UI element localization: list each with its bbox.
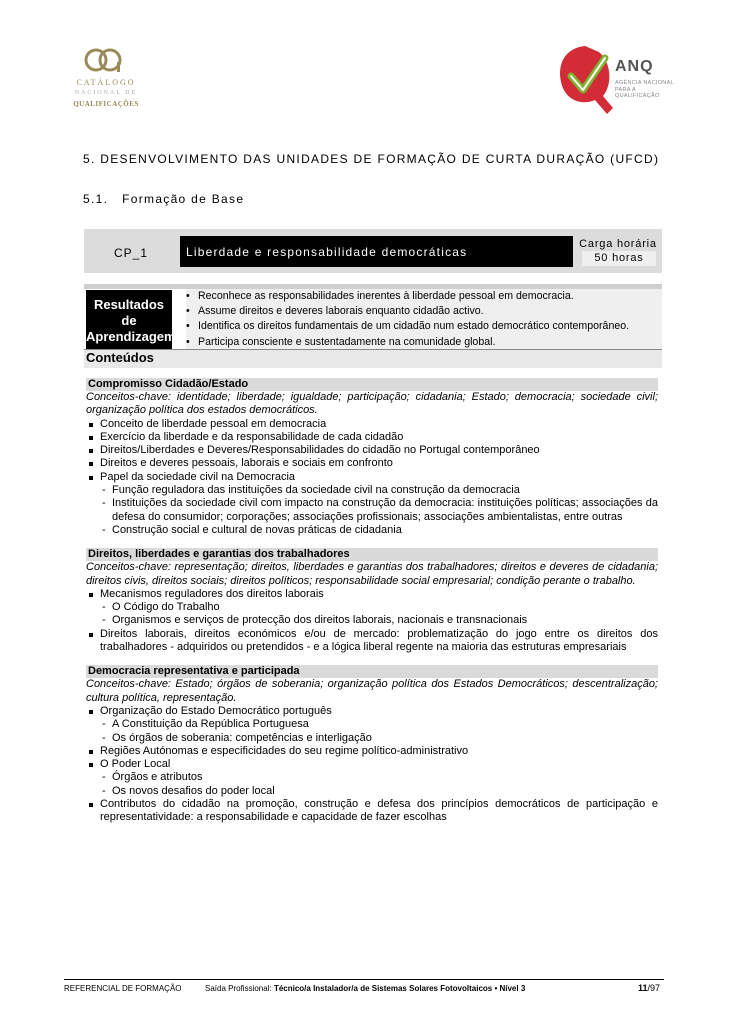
ufcd-code: CP_1: [113, 246, 149, 260]
sub-list-item: - Organismos e serviços de protecção dos direitos laborais, nacionais e transnacionais: [100, 614, 658, 627]
sub-list-item: - Os novos desafios do poder local: [100, 785, 658, 798]
footer-saida: [205, 984, 525, 993]
list-item: Conceito de liberdade pessoal em democracia: [86, 418, 658, 431]
anq-logo: [555, 40, 680, 120]
block-list: [86, 705, 658, 825]
footer-saida-value: Técnico/a Instalador/a de Sistemas Solares Fotovoltaicos • Nível 3: [273, 984, 526, 993]
block-list: [86, 418, 658, 538]
list-item: Papel da sociedade civil na Democracia - Função reguladora das instituições da sociedade civil na construção da democracia - Instituições da sociedade civil com impacto na construção da democracia: instituições políticas; associações da defesa do consumidor; corporações; associações profissionais; associações ambientalistas, entre outras - Construção social e cultural de novas práticas de cidadania: [86, 471, 658, 537]
resultado-item: • Reconhece as responsabilidades inerentes à liberdade pessoal em democracia.: [186, 289, 662, 304]
resultados-list: [186, 289, 662, 350]
section-heading: 5. DESENVOLVIMENTO DAS UNIDADES DE FORMAÇÃO DE CURTA DURAÇÃO (UFCD): [83, 152, 660, 166]
page-current: 11: [637, 983, 648, 993]
carga-horaria-value: 50 horas: [594, 252, 644, 264]
sub-list: [100, 601, 658, 628]
list-item: Direitos/Liberdades e Deveres/Responsabilidades do cidadão no Portugal contemporâneo: [86, 444, 658, 457]
sub-list: [100, 484, 658, 537]
block-keywords: Conceitos-chave: Estado; órgãos de soberania; organização política dos Estados Democráticos; descentralização; cultura política, representação.: [86, 678, 658, 704]
footer-referencial: REFERENCIAL DE FORMAÇÃO: [64, 984, 182, 993]
anq-q-icon: [555, 42, 617, 118]
sub-list-item: - Construção social e cultural de novas práticas de cidadania: [100, 524, 658, 537]
conteudos-body: [86, 378, 658, 836]
resultado-item: • Assume direitos e deveres laborais enquanto cidadão activo.: [186, 304, 662, 319]
sub-list: [100, 771, 658, 798]
anq-subtitle-1: AGÊNCIA NACIONAL: [615, 80, 674, 86]
block-title: Compromisso Cidadão/Estado: [86, 378, 658, 391]
sub-list-item: - Instituições da sociedade civil com impacto na construção da democracia: instituições políticas; associações da defesa do consumidor; corporações; associações profissionais; associações ambientalistas, entre outras: [100, 497, 658, 524]
block-keywords: Conceitos-chave: representação; direitos, liberdades e garantias dos trabalhadores; direitos e deveres de cidadania; direitos civis, direitos sociais; direitos políticos; responsabilidade social empresarial; condição perante o trabalho.: [86, 561, 658, 587]
block-keywords: Conceitos-chave: identidade; liberdade; igualdade; participação; cidadania; Estado; democracia; sociedade civil; organização política dos estados democráticos.: [86, 391, 658, 417]
resultado-item: • Identifica os direitos fundamentais de um cidadão num estado democrático contemporâneo.: [186, 319, 662, 334]
resultados-label-line1: Resultados: [93, 297, 165, 312]
sub-list-item: - Os órgãos de soberania: competências e interligação: [100, 732, 658, 745]
list-item: Mecanismos reguladores dos direitos laborais - O Código do Trabalho - Organismos e serviços de protecção dos direitos laborais, nacionais e transnacionais: [86, 588, 658, 628]
content-block: [86, 548, 658, 654]
catalogo-line3: QUALIFICAÇÕES: [73, 100, 139, 108]
anq-name: ANQ: [615, 58, 654, 75]
anq-subtitle-2: PARA A QUALIFICAÇÃO: [615, 87, 660, 99]
resultados-label-line3: Aprendizagem: [86, 329, 176, 344]
conteudos-band: [84, 349, 662, 368]
content-block: [86, 378, 658, 537]
footer-rule: [64, 979, 664, 980]
sub-list-item: - O Código do Trabalho: [100, 601, 658, 614]
list-item: Direitos laborais, direitos económicos e/ou de mercado: problematização do jogo entre os direitos dos trabalhadores - adquiridos ou pretendidos - e a lógica liberal regente na maioria das estruturas empresariais: [86, 628, 658, 655]
list-item: Direitos e deveres pessoais, laborais e sociais em confronto: [86, 457, 658, 470]
block-title: Democracia representativa e participada: [86, 665, 658, 678]
resultados-label-line2: de: [121, 313, 137, 328]
catalogo-line2: NACIONAL DE: [74, 90, 138, 96]
ufcd-title: Liberdade e responsabilidade democráticas: [186, 245, 468, 259]
list-item: Regiões Autónomas e especificidades do seu regime político-administrativo: [86, 745, 658, 758]
block-title: Direitos, liberdades e garantias dos trabalhadores: [86, 548, 658, 561]
list-item: Organização do Estado Democrático português - A Constituição da República Portuguesa - Os órgãos de soberania: competências e interligação: [86, 705, 658, 745]
footer-saida-label: Saída Profissional:: [205, 984, 272, 993]
sub-list-item: - A Constituição da República Portuguesa: [100, 718, 658, 731]
sub-list-item: - Função reguladora das instituições da sociedade civil na construção da democracia: [100, 484, 658, 497]
resultados-label: [86, 297, 176, 345]
footer-page-number: [616, 983, 660, 993]
catalogo-mark-icon: [76, 46, 132, 74]
sub-list: [100, 718, 658, 745]
conteudos-label: Conteúdos: [86, 350, 154, 365]
resultado-item: • Participa consciente e sustentadamente na comunidade global.: [186, 335, 662, 350]
subsection-heading: 5.1. Formação de Base: [83, 192, 245, 206]
sub-list-item: - Órgãos e atributos: [100, 771, 658, 784]
list-item: Contributos do cidadão na promoção, construção e defesa dos princípios democráticos de participação e representatividade: a responsabilidade e capacidade de fazer escolhas: [86, 798, 658, 825]
content-block: [86, 665, 658, 824]
page-total: /97: [647, 983, 660, 993]
list-item: Exercício da liberdade e da responsabilidade de cada cidadão: [86, 431, 658, 444]
list-item: O Poder Local - Órgãos e atributos - Os novos desafios do poder local: [86, 758, 658, 798]
block-list: [86, 588, 658, 654]
catalogo-logo: [66, 44, 146, 124]
catalogo-line1: CATÁLOGO: [76, 78, 136, 87]
carga-horaria-label: Carga horária: [579, 238, 657, 250]
